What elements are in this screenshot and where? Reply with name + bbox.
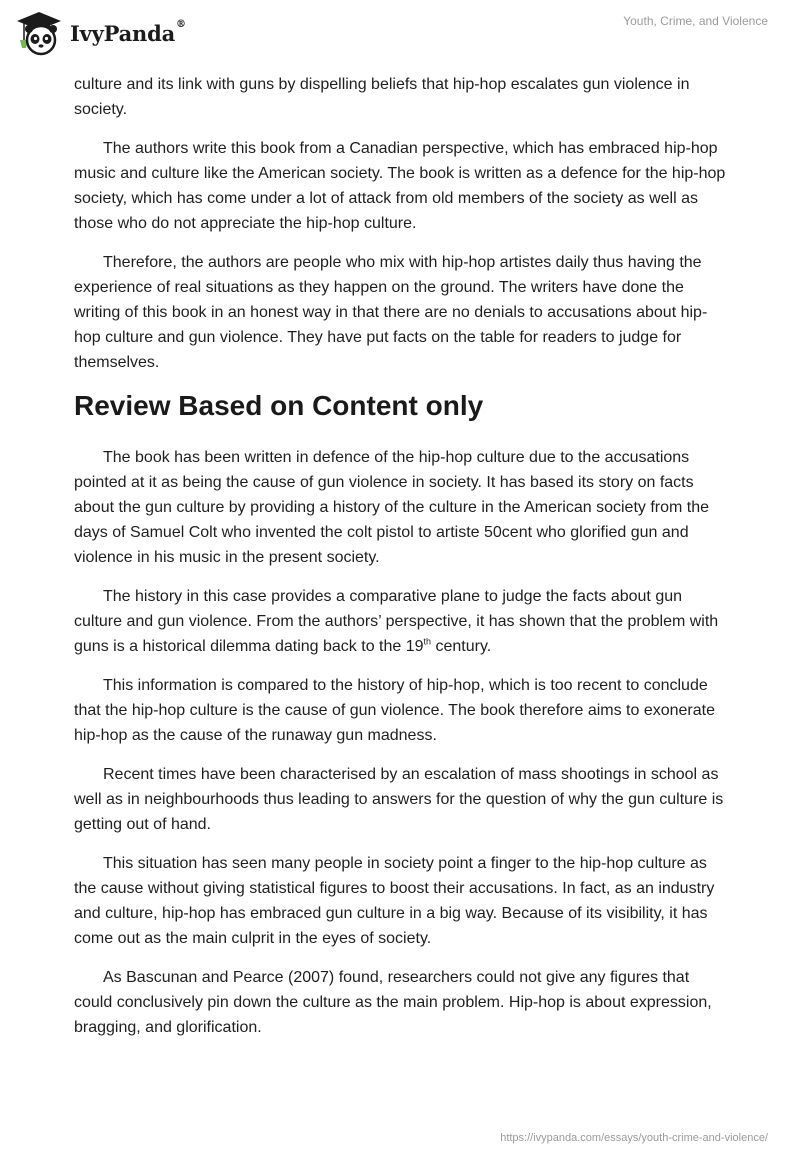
source-url[interactable]: https://ivypanda.com/essays/youth-crime-and-violence/ [500,1132,768,1144]
ordinal-suffix: th [423,636,432,647]
paragraph: culture and its link with guns by dispelling beliefs that hip-hop escalates gun violence in society. [74,76,690,118]
paragraph: The authors write this book from a Canadian perspective, which has embraced hip-hop music and culture like the American society. The book is written as a defence for the hip-hop society, which has come under a lot of attack from old members of the society as well as those who do not appreciate the hip-hop culture. [74,140,726,232]
page-header [0,0,800,70]
document-title: Youth, Crime, and Violence [623,14,768,28]
article-body [74,72,728,1054]
paragraph: As Bascunan and Pearce (2007) found, researchers could not give any figures that could conclusively pin down the culture as the main problem. Hip-hop is about expression, bragging, and glorification. [74,969,712,1036]
paragraph-text: century. [431,638,492,655]
ivypanda-logo[interactable] [14,10,186,56]
paragraph [74,584,728,659]
paragraph: Therefore, the authors are people who mix with hip-hop artistes daily thus having the experience of real situations as they happen on the ground. The writers have done the writing of this book in an honest way in that there are no denials to accusations about hip-hop culture and gun violence. They have put facts on the table for readers to judge for themselves. [74,254,708,371]
brand-name: IvyPanda® [70,18,186,46]
paragraph: Recent times have been characterised by an escalation of mass shootings in school as well as in neighbourhoods thus leading to answers for the question of why the gun culture is getting out of hand. [74,766,724,833]
panda-graduate-icon [14,10,64,56]
registered-mark: ® [176,18,186,30]
paragraph: The book has been written in defence of the hip-hop culture due to the accusations pointed at it as being the cause of gun violence in society. It has based its story on facts about the gun culture by providing a history of the culture in the American society from the days of Samuel Colt who invented the colt pistol to artiste 50cent who glorified gun and violence in his music in the present society. [74,449,710,566]
section-heading: Review Based on Content only [74,390,484,421]
paragraph: This information is compared to the history of hip-hop, which is too recent to conclude that the hip-hop culture is the cause of gun violence. The book therefore aims to exonerate hip-hop as the cause of the runaway gun madness. [74,677,715,744]
paragraph-text: The history in this case provides a comparative plane to judge the facts about gun culture and gun violence. From the authors’ perspective, it has shown that the problem with guns is a historical dilemma dating back to the 19 [74,588,719,655]
paragraph: This situation has seen many people in society point a finger to the hip-hop culture as the cause without giving statistical figures to boost their accusations. In fact, as an industry and culture, hip-hop has embraced gun culture in a big way. Because of its visibility, it has come out as the main culprit in the eyes of society. [74,855,715,947]
